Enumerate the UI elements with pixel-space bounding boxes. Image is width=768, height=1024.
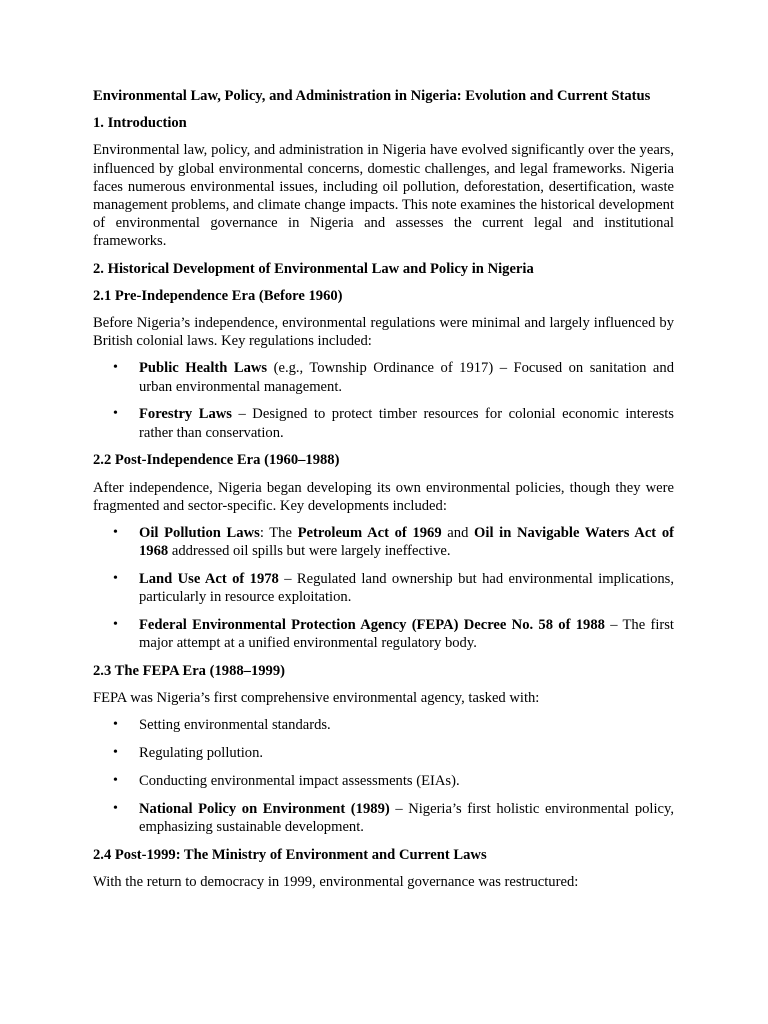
section-2-1-list [93, 359, 674, 441]
list-item-bold: National Policy on Environment (1989) [139, 800, 390, 817]
bullet-icon: • [113, 717, 118, 733]
section-2-2-heading: 2.2 Post-Independence Era (1960–1988) [93, 452, 340, 469]
list-item [93, 359, 674, 395]
list-item [93, 772, 674, 790]
section-2-3-list [93, 716, 674, 836]
list-item [93, 800, 674, 836]
bullet-icon: • [113, 360, 118, 376]
list-item-text: : The [259, 525, 298, 542]
list-item-text: Setting environmental standards. [139, 717, 331, 734]
list-item-bold: Oil Pollution Laws [139, 525, 260, 542]
bullet-icon: • [113, 571, 118, 587]
list-item-text: – Nigeria’s first holistic environmental policy, emphasizing sustainable development. [139, 800, 674, 836]
list-item [93, 405, 674, 441]
section-2-3-heading: 2.3 The FEPA Era (1988–1999) [93, 663, 286, 680]
list-item-bold: Petroleum Act of 1969 [297, 525, 442, 542]
list-item [93, 524, 674, 560]
bullet-icon: • [113, 800, 118, 816]
section-2-4-heading: 2.4 Post-1999: The Ministry of Environment and Current Laws [93, 846, 487, 863]
list-item-bold: Land Use Act of 1978 [139, 571, 279, 588]
bullet-icon: • [113, 773, 118, 789]
list-item-text: Conducting environmental impact assessments (EIAs). [139, 773, 460, 790]
list-item-bold: Federal Environmental Protection Agency (FEPA) Decree No. 58 of 1988 [139, 617, 605, 634]
list-item [93, 570, 674, 606]
list-item [93, 716, 674, 734]
section-1-paragraph: Environmental law, policy, and administration in Nigeria have evolved significantly over the years, influenced by global environmental concerns, domestic challenges, and legal frameworks. Nigeria faces numerous environmental issues, including oil pollution, deforestation, desertification, waste management problems, and climate change impacts. This note examines the historical development of environmental governance in Nigeria and assesses the current legal and institutional frameworks. [93, 142, 674, 250]
list-item-text: Regulating pollution. [139, 745, 264, 762]
section-2-heading: 2. Historical Development of Environmental Law and Policy in Nigeria [93, 260, 534, 277]
list-item-text: and [441, 525, 475, 542]
section-2-2-paragraph: After independence, Nigeria began developing its own environmental policies, though they were fragmented and sector-specific. Key developments included: [93, 479, 674, 514]
document-title: Environmental Law, Policy, and Administration in Nigeria: Evolution and Current Status [93, 88, 651, 104]
section-1-heading: 1. Introduction [93, 115, 187, 132]
list-item-text: – Designed to protect timber resources for colonial economic interests rather than conservation. [139, 406, 674, 441]
section-2-3-paragraph: FEPA was Nigeria’s first comprehensive environmental agency, tasked with: [93, 690, 540, 707]
section-2-1-heading: 2.1 Pre-Independence Era (Before 1960) [93, 287, 343, 304]
bullet-icon: • [113, 745, 118, 761]
list-item-bold: Oil in Navigable Waters Act of 1968 [139, 525, 674, 560]
list-item [93, 616, 674, 652]
list-item-text: – The first major attempt at a unified environmental regulatory body. [139, 617, 674, 652]
section-2-2-list [93, 524, 674, 652]
bullet-icon: • [113, 525, 118, 541]
list-item-bold: Public Health Laws [139, 360, 268, 377]
list-item-bold: Forestry Laws [139, 406, 232, 423]
section-2-4-paragraph: With the return to democracy in 1999, environmental governance was restructured: [93, 874, 579, 891]
list-item-text: (e.g., Township Ordinance of 1917) – Focused on sanitation and urban environmental management. [139, 360, 675, 395]
list-item-text: – Regulated land ownership but had environmental implications, particularly in resource exploitation. [139, 571, 675, 606]
list-item [93, 744, 674, 762]
bullet-icon: • [113, 617, 118, 633]
list-item-text: addressed oil spills but were largely ineffective. [168, 543, 451, 560]
section-2-1-paragraph: Before Nigeria’s independence, environmental regulations were minimal and largely influenced by British colonial laws. Key regulations included: [93, 315, 674, 350]
bullet-icon: • [113, 406, 118, 422]
